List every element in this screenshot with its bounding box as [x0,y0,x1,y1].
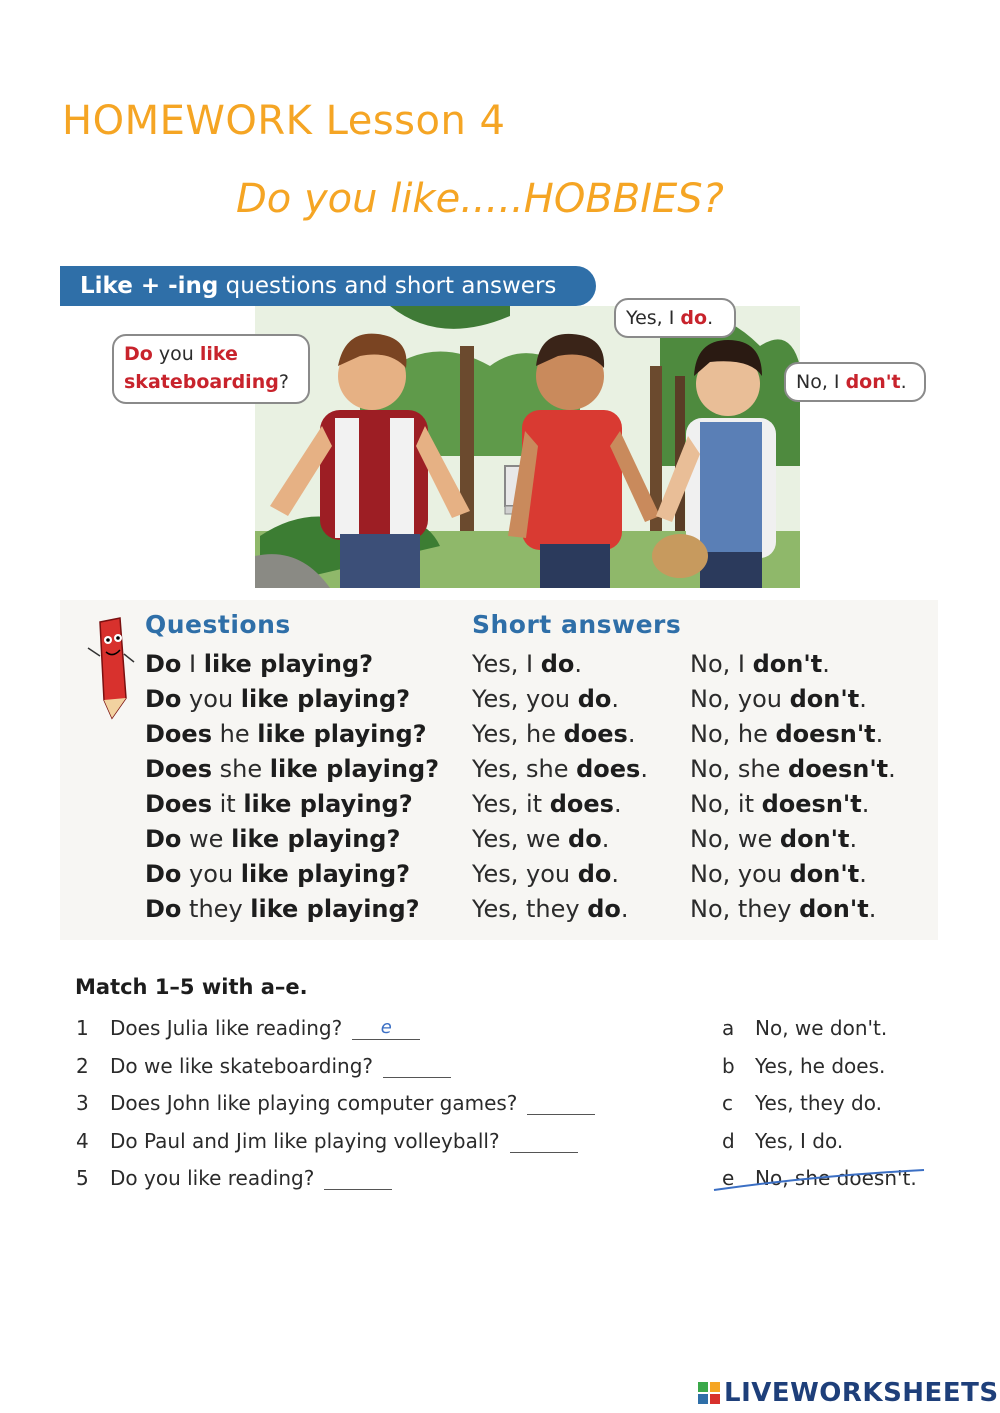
grammar-row [0,825,1000,859]
option-letter: c [722,1091,733,1115]
no-answer-end: . [888,755,896,783]
match-row [0,1054,1000,1084]
question-aux: Do [145,685,182,713]
match-row [0,1016,1000,1046]
logo-text: LIVEWORKSHEETS [724,1378,999,1408]
no-answer-cell [690,720,883,748]
bubble-left-you: you [152,343,200,365]
no-answer-aux: don't [779,825,850,853]
grammar-row [0,895,1000,929]
speech-bubble-right [784,362,926,402]
question-cell [145,720,427,748]
yes-answer-start: Yes, we [472,825,569,853]
bubble-right-dont: don't [845,371,901,393]
yes-answer-end: . [611,685,620,713]
yes-answer-aux: does [549,790,614,818]
bubble-mid-do: do [680,307,708,329]
yes-answer-start: Yes, it [472,790,550,818]
question-number: 3 [76,1091,89,1115]
match-row [0,1091,1000,1121]
question-subject: I [181,650,204,678]
yes-answer-start: Yes, I [472,650,541,678]
page-subtitle: Do you like.....HOBBIES? [236,176,724,222]
option-letter: b [722,1053,735,1078]
question-aux: Do [145,825,182,853]
no-answer-aux: don't [789,860,860,888]
question-number: 2 [76,1053,89,1078]
match-instructions: Match 1–5 with a–e. [75,975,308,999]
match-question [110,1166,392,1190]
yes-answer-cell [472,755,648,783]
banner-text: questions and short answers [218,273,557,299]
no-answer-cell [690,895,876,923]
no-answer-start: No, you [690,860,790,888]
option-answer: Yes, they do. [755,1091,882,1115]
question-verb: like playing? [250,895,420,923]
match-question-text: Does Julia like reading? [110,1016,343,1040]
yes-answer-end: . [574,650,583,678]
no-answer-start: No, we [690,825,780,853]
no-answer-end: . [868,895,877,923]
yes-answer-cell [472,860,619,888]
question-aux: Do [145,895,182,923]
yes-answer-cell [472,685,619,713]
question-cell [145,755,439,783]
yes-answer-cell [472,825,609,853]
question-cell [145,650,373,678]
question-cell [145,685,410,713]
question-subject: it [211,790,244,818]
yes-answer-start: Yes, you [472,685,578,713]
yes-answer-cell [472,790,622,818]
question-verb: like playing? [240,860,411,888]
no-answer-start: No, they [690,895,800,923]
yes-answer-cell [472,650,582,678]
grammar-row [0,720,1000,754]
question-number: 4 [76,1128,89,1153]
no-answer-cell [690,650,830,678]
yes-answer-start: Yes, he [472,720,564,748]
match-question-text: Do Paul and Jim like playing volleyball? [110,1128,500,1153]
option-answer: Yes, I do. [755,1128,844,1153]
banner-bold: Like + -ing [80,273,219,299]
question-subject: she [211,755,270,783]
yes-answer-start: Yes, she [472,755,577,783]
answer-blank-input[interactable] [383,1057,451,1078]
question-cell [145,860,410,888]
bubble-mid-dot: . [707,307,714,329]
yes-answer-aux: do [540,650,575,678]
bubble-left-like: like [199,343,238,365]
question-aux: Does [145,790,212,818]
bubble-left-qmark: ? [278,371,289,393]
yes-answer-aux: do [577,860,612,888]
logo-icon [698,1381,720,1403]
grammar-row [0,860,1000,894]
no-answer-cell [690,685,867,713]
yes-answer-aux: does [563,720,628,748]
yes-answer-aux: do [587,895,621,923]
no-answer-end: . [859,860,867,888]
strike-through-line [712,1166,928,1196]
yes-answer-end: . [627,720,636,748]
question-cell [145,895,420,923]
match-question-text: Do we like skateboarding? [110,1053,374,1078]
no-answer-aux: don't [752,650,823,678]
yes-answer-end: . [601,825,610,853]
option-answer: No, she doesn't. [755,1166,917,1190]
option-letter: a [722,1016,735,1040]
no-answer-aux: doesn't [775,720,876,748]
answer-blank-input[interactable] [324,1169,392,1190]
match-question [110,1016,420,1040]
grammar-row [0,755,1000,789]
no-answer-end: . [875,720,884,748]
question-verb: like playing? [240,685,411,713]
bubble-left-do: Do [124,343,153,365]
grammar-row [0,685,1000,719]
grammar-banner [60,266,596,306]
question-verb: like playing? [231,825,401,853]
yes-answer-end: . [613,790,622,818]
option-letter: e [722,1166,735,1190]
no-answer-cell [690,860,867,888]
no-answer-cell [690,755,896,783]
liveworksheets-logo [698,1378,999,1408]
page-title: HOMEWORK Lesson 4 [62,98,506,144]
match-question [110,1091,595,1115]
yes-answer-cell [472,895,629,923]
yes-answer-end: . [620,895,629,923]
option-answer: No, we don't. [755,1016,888,1040]
short-answers-heading: Short answers [472,610,682,639]
question-aux: Does [145,755,212,783]
question-verb: like playing? [269,755,440,783]
question-cell [145,790,413,818]
question-cell [145,825,400,853]
grammar-row [0,790,1000,824]
no-answer-cell [690,790,869,818]
option-letter: d [722,1128,735,1153]
yes-answer-aux: does [576,755,641,783]
no-answer-aux: doesn't [761,790,862,818]
match-row [0,1129,1000,1159]
no-answer-end: . [861,790,870,818]
yes-answer-end: . [640,755,648,783]
speech-bubble-middle [614,298,736,338]
bubble-mid-text: Yes, I [626,307,681,329]
question-subject: we [181,825,232,853]
grammar-row [0,650,1000,684]
match-question [110,1129,578,1153]
no-answer-end: . [859,685,867,713]
question-subject: you [181,860,241,888]
question-subject: you [181,685,241,713]
no-answer-end: . [849,825,858,853]
speech-bubble-left [112,334,310,404]
yes-answer-end: . [611,860,620,888]
question-aux: Do [145,650,182,678]
question-verb: like playing? [257,720,427,748]
bubble-right-dot: . [900,371,907,393]
match-question-text: Does John like playing computer games? [110,1091,518,1115]
option-answer: Yes, he does. [755,1053,886,1078]
match-question-text: Do you like reading? [110,1166,315,1190]
answer-blank-input[interactable]: e [352,1019,420,1040]
no-answer-aux: don't [799,895,869,923]
question-number: 5 [76,1166,89,1190]
yes-answer-start: Yes, you [472,860,578,888]
no-answer-start: No, I [690,650,753,678]
match-question [110,1054,451,1078]
no-answer-cell [690,825,857,853]
question-subject: he [211,720,258,748]
question-verb: like playing? [203,650,374,678]
bubble-right-text: No, I [796,371,846,393]
questions-heading: Questions [145,610,291,639]
answer-blank-input[interactable] [510,1132,578,1153]
no-answer-aux: doesn't [788,755,889,783]
no-answer-aux: don't [789,685,860,713]
no-answer-start: No, she [690,755,789,783]
question-aux: Does [145,720,212,748]
no-answer-start: No, you [690,685,790,713]
question-aux: Do [145,860,182,888]
yes-answer-aux: do [577,685,612,713]
no-answer-end: . [822,650,830,678]
bubble-left-skateboarding: skateboarding [124,371,279,393]
no-answer-start: No, it [690,790,762,818]
yes-answer-cell [472,720,635,748]
yes-answer-aux: do [568,825,602,853]
answer-blank-input[interactable] [527,1094,595,1115]
question-subject: they [181,895,251,923]
question-number: 1 [76,1016,89,1040]
question-verb: like playing? [243,790,413,818]
yes-answer-start: Yes, they [472,895,588,923]
no-answer-start: No, he [690,720,776,748]
